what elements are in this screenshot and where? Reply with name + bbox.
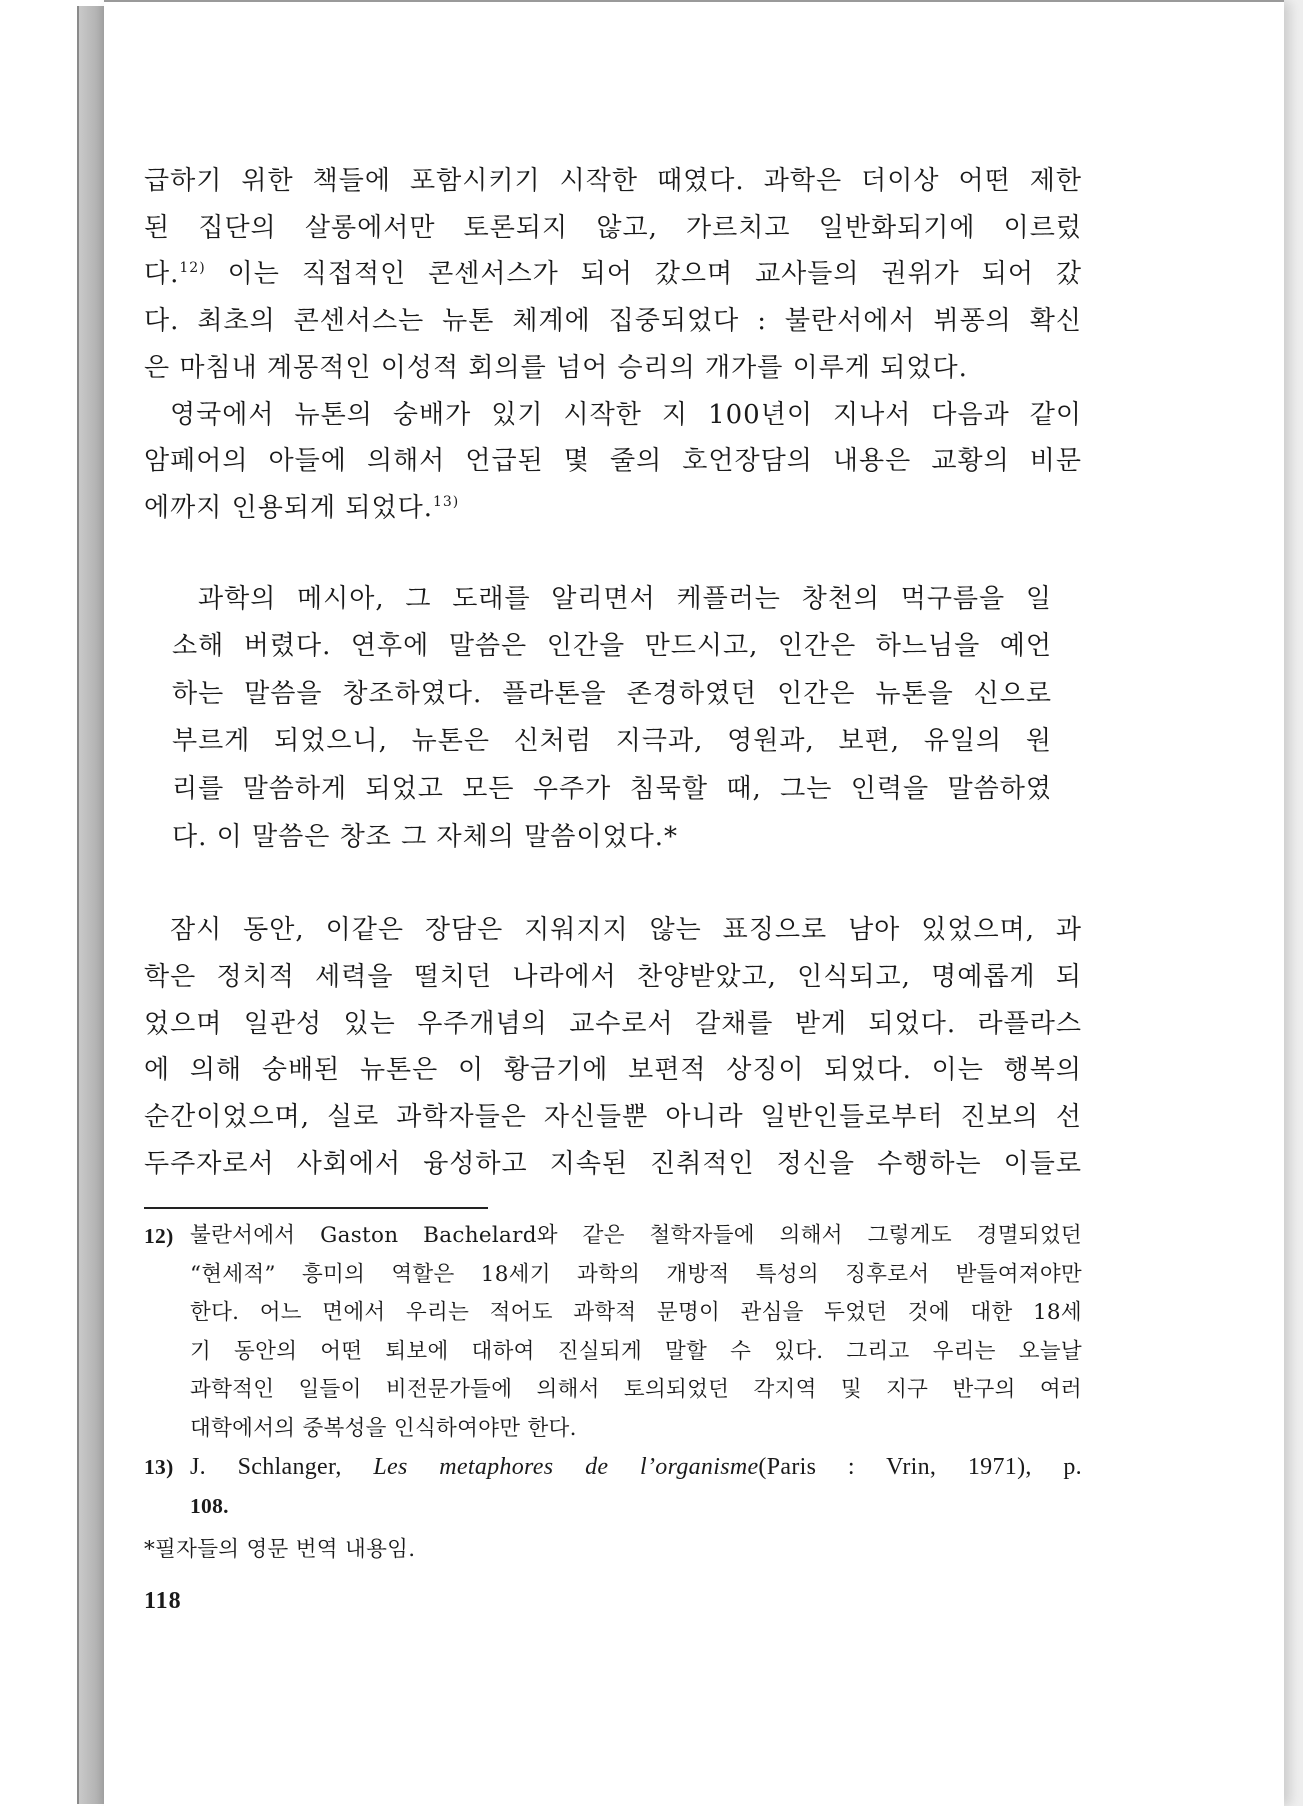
footnote-line <box>190 1448 1082 1487</box>
text-line: 다. 최초의 콘센서스는 뉴톤 체계에 집중되었다 : 불란서에서 뷔퐁의 확신 <box>144 306 1082 337</box>
footnote-line: 불란서에서 Gaston Bachelard와 같은 철학자들에 의해서 그렇게도 경멸되었던 <box>190 1223 1082 1249</box>
text-line <box>144 251 1082 298</box>
footnote-number: 12) <box>144 1224 174 1249</box>
citation-title: Les metaphores de l’organisme <box>373 1454 759 1481</box>
block-quote <box>144 576 1052 862</box>
footnote-body <box>190 1448 1082 1525</box>
text-line: 학은 정치적 세력을 떨치던 나라에서 찬양받았고, 인식되고, 명예롭게 되 <box>144 961 1082 992</box>
quote-line: 다. 이 말씀은 창조 그 자체의 말씀이었다.* <box>172 821 678 852</box>
translator-note: *필자들의 영문 번역 내용임. <box>144 1537 416 1563</box>
text-line: 에 의해 숭배된 뉴톤은 이 황금기에 보편적 상징이 되었다. 이는 행복의 <box>144 1055 1082 1086</box>
footnote-line: “현세적” 흥미의 역할은 18세기 과학의 개방적 특성의 징후로서 받들여져야만 <box>190 1261 1082 1287</box>
page-number: 118 <box>144 1588 182 1614</box>
citation-details: (Paris : Vrin, 1971), p. <box>758 1454 1082 1481</box>
paragraph-1 <box>144 158 1082 392</box>
footnote-line: 과학적인 일들이 비전문가들에 의해서 토의되었던 각지역 및 지구 반구의 여러 <box>190 1377 1082 1403</box>
footnote-line: 기 동안의 어떤 퇴보에 대하여 진실되게 말할 수 있다. 그리고 우리는 오늘날 <box>190 1338 1082 1364</box>
footnote-line: 한다. 어느 면에서 우리는 적어도 과학적 문명이 관심을 두었던 것에 대한 18세 <box>190 1300 1082 1326</box>
footnote-ref-12: 12) <box>179 260 206 277</box>
footnote-ref-13: 13) <box>432 493 460 510</box>
footnote-body <box>190 1217 1082 1448</box>
footnote-13 <box>144 1448 1082 1525</box>
quote-line: 리를 말씀하게 되었고 모든 우주가 침묵할 때, 그는 인력을 말씀하였 <box>172 774 1052 804</box>
spacer <box>144 532 1082 576</box>
footnote-number: 13) <box>144 1455 174 1480</box>
paragraph-2 <box>144 392 1082 532</box>
footnote-12 <box>144 1217 1082 1448</box>
book-spine <box>77 6 107 1804</box>
quote-line: 부르게 되었으니, 뉴톤은 신처럼 지극과, 영원과, 보편, 유일의 원 <box>172 726 1052 757</box>
text-line: 두주자로서 사회에서 융성하고 지속된 진취적인 정신을 수행하는 이들로 <box>144 1148 1082 1179</box>
text-line <box>144 485 1082 532</box>
quote-line: 과학의 메시아, 그 도래를 알리면서 케플러는 창천의 먹구름을 일 <box>198 583 1052 614</box>
footnote-line: 108. <box>190 1493 229 1518</box>
text-line: 은 마침내 계몽적인 이성적 회의를 넘어 승리의 개가를 이루게 되었다. <box>144 352 968 383</box>
footnote-line: 대학에서의 중복성을 인식하여야만 한다. <box>190 1415 577 1441</box>
text-line: 급하기 위한 책들에 포함시키기 시작한 때였다. 과학은 더이상 어떤 제한 <box>144 166 1082 196</box>
text-segment: 에까지 인용되게 되었다. <box>144 492 433 523</box>
quote-line: 하는 말씀을 창조하였다. 플라톤을 존경하였던 인간은 뉴톤을 신으로 <box>172 678 1052 709</box>
page-content <box>144 158 1082 1570</box>
paragraph-3 <box>144 907 1082 1187</box>
text-segment: 이는 직접적인 콘센서스가 되어 갔으며 교사들의 권위가 되어 갔 <box>205 259 1082 290</box>
quote-line: 소해 버렸다. 연후에 말씀은 인간을 만드시고, 인간은 하느님을 예언 <box>172 631 1052 662</box>
footnotes <box>144 1217 1082 1570</box>
text-line: 순간이었으며, 실로 과학자들은 자신들뿐 아니라 일반인들로부터 진보의 선 <box>144 1102 1082 1132</box>
citation-author: J. Schlanger, <box>190 1454 342 1481</box>
text-line: 었으며 일관성 있는 우주개념의 교수로서 갈채를 받게 되었다. 라플라스 <box>144 1008 1082 1039</box>
footnote-divider <box>144 1207 488 1209</box>
text-line: 암페어의 아들에 의해서 언급된 몇 줄의 호언장담의 내용은 교황의 비문 <box>144 446 1082 477</box>
text-line: 된 집단의 살롱에서만 토론되지 않고, 가르치고 일반화되기에 이르렀 <box>144 212 1082 243</box>
text-line: 잠시 동안, 이같은 장담은 지워지지 않는 표징으로 남아 있었으며, 과 <box>170 915 1082 946</box>
text-line: 영국에서 뉴톤의 숭배가 있기 시작한 지 100년이 지나서 다음과 같이 <box>170 399 1082 430</box>
spacer <box>144 861 1082 907</box>
text-segment: 다. <box>144 259 180 290</box>
